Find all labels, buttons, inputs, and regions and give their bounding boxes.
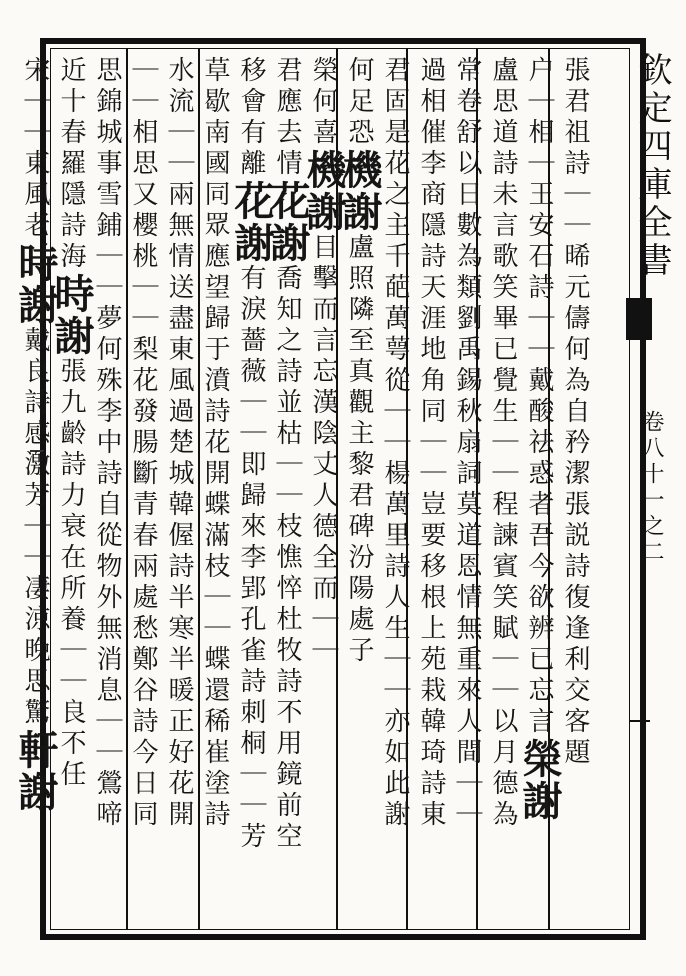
column-text: 常卷舒以日數為類劉禹錫秋扇詞莫道恩情無重來人間｜｜ — [452, 56, 482, 831]
column-text: 君應去情 — [272, 56, 302, 180]
column-text: 移會有離 — [236, 56, 266, 180]
text-column — [12, 56, 59, 813]
text-column — [336, 56, 383, 667]
heading-glyphs: 榮謝 — [516, 738, 563, 822]
column-text: 何足恐 — [344, 56, 374, 149]
column-text: 草歇南國同眾應望歸于濆詩花開蝶滿枝｜｜蝶還稀崔塗詩 — [200, 56, 230, 831]
heading-glyphs: 時謝 — [48, 273, 95, 357]
gutter-rule — [630, 720, 650, 722]
column-text: ｜｜相思又櫻桃｜｜梨花發腸斷青春兩處愁鄭谷詩今日同 — [128, 56, 158, 831]
column-text: 張君祖詩｜｜晞元儔何為自矜潔張説詩復逢利交客題 — [560, 56, 590, 769]
text-column — [48, 56, 95, 791]
text-column — [416, 56, 446, 831]
fishtail-mark — [626, 298, 652, 340]
column-text: 思錦城事雪鋪｜｜夢何殊李中詩自從物外無消息｜｜鶯啼 — [92, 56, 122, 831]
column-text: 榮何喜 — [308, 56, 338, 149]
column-text: 過相催李商隱詩天涯地角同｜｜豈要移根上苑栽韓琦詩東 — [416, 56, 446, 831]
column-text: 有淚薔薇｜｜即歸來李郢孔雀詩刺桐｜｜芳 — [236, 264, 266, 853]
text-column — [164, 56, 194, 831]
column-text: 張九齡詩力衰在所養｜｜良不任 — [56, 357, 86, 791]
heading-glyphs: 花謝 — [264, 180, 311, 264]
text-column — [380, 56, 410, 831]
text-column — [228, 56, 275, 853]
column-text: 盧思道詩未言歌笑畢已覺生｜｜程諫賓笑賦｜｜以月德為 — [488, 56, 518, 831]
column-text: 君固是花之主千葩萬萼從｜｜楊萬里詩人生｜｜亦如此謝 — [380, 56, 410, 831]
column-text: 喬知之詩並枯｜｜枝憔悴杜牧詩不用鏡前空 — [272, 264, 302, 853]
volume-label: 卷八十一之二 — [639, 410, 664, 566]
text-column — [560, 56, 590, 769]
text-column — [200, 56, 230, 831]
text-column — [516, 56, 563, 822]
column-text: 戴良詩感激芳｜｜凄涼晚思驚 — [20, 326, 50, 729]
text-column — [128, 56, 158, 831]
column-text: 目擊而言忘漢陰丈人德全而｜｜ — [308, 233, 338, 667]
column-text: 近十春羅隱詩海 — [56, 56, 86, 273]
book-title-gutter: 欽定四庫全書 — [632, 52, 672, 280]
column-text: 宋｜｜東風老 — [20, 56, 50, 242]
text-column — [452, 56, 482, 831]
heading-glyphs: 時謝 — [12, 242, 59, 326]
text-column — [488, 56, 518, 831]
text-column — [264, 56, 311, 853]
column-text: 水流｜｜兩無情送盡東風過楚城韓偓詩半寒半暖正好花開 — [164, 56, 194, 831]
column-text: 盧照隣至真觀主黎君碑汾陽處子 — [344, 233, 374, 667]
text-column — [300, 56, 347, 667]
heading-glyphs: 機謝 — [300, 149, 347, 233]
heading-glyphs: 軒謝 — [12, 729, 59, 813]
heading-glyphs: 機謝 — [336, 149, 383, 233]
column-text: 户｜相｜王安石詩｜｜戴酸祛惑者吾今欲辨已忘言 — [524, 56, 554, 738]
text-column — [92, 56, 122, 831]
heading-glyphs: 花謝 — [228, 180, 275, 264]
